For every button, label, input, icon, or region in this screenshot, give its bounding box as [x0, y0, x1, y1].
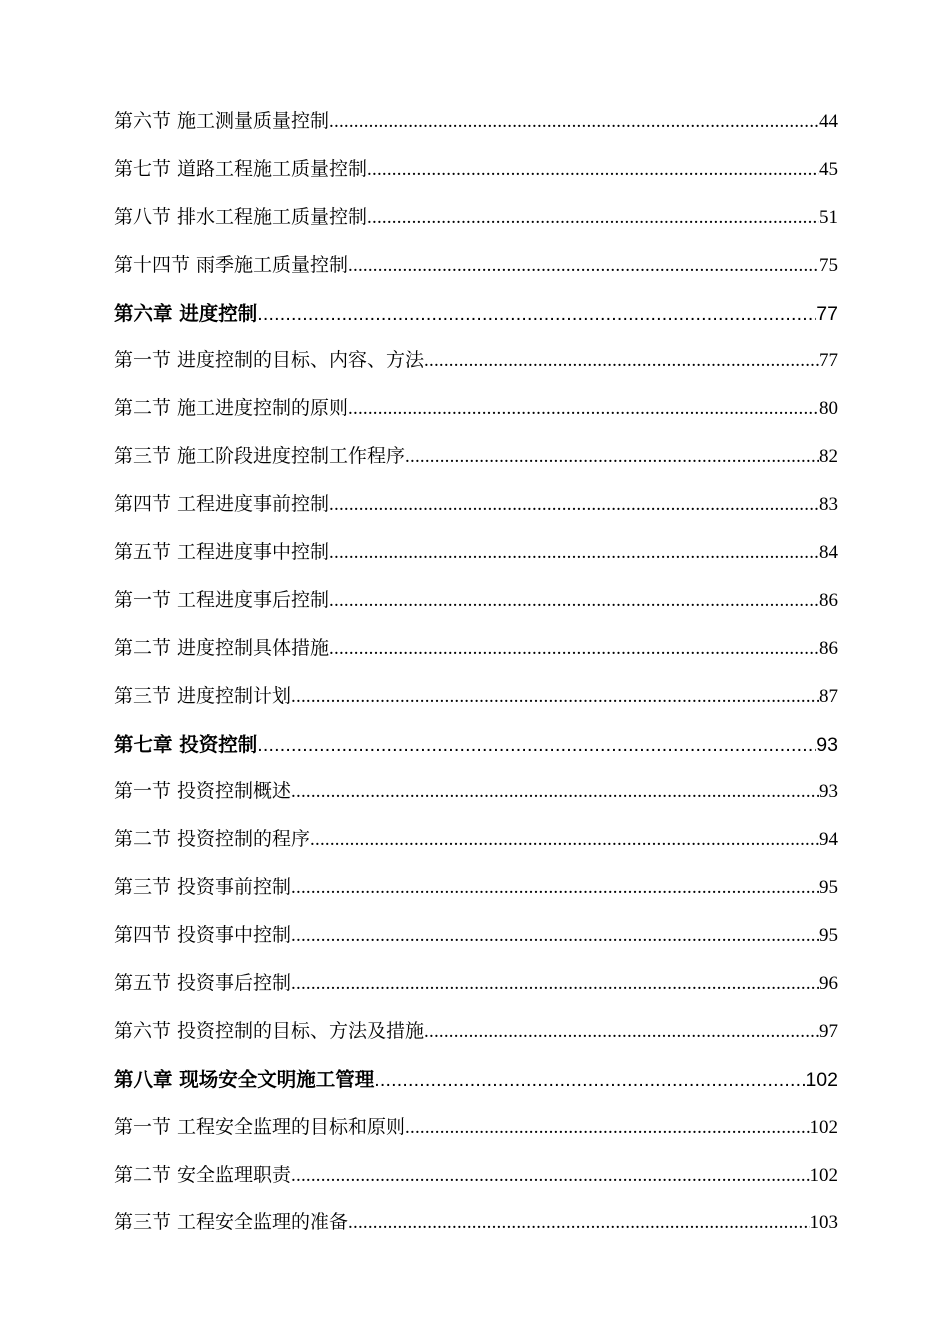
- dot-leader: [291, 768, 819, 816]
- dot-leader: [348, 1199, 809, 1247]
- dot-leader: [329, 529, 819, 577]
- toc-section-entry[interactable]: [114, 577, 838, 625]
- toc-entry-page-number: 51: [819, 206, 838, 228]
- dot-leader: [405, 433, 819, 481]
- toc-entry-title: 第七节 道路工程施工质量控制: [114, 157, 368, 180]
- toc-chapter-entry[interactable]: [114, 1056, 838, 1104]
- toc-section-entry[interactable]: [114, 194, 838, 242]
- toc-entry-page-number: 75: [819, 254, 838, 276]
- toc-entry-title: 第六节 投资控制的目标、方法及措施: [114, 1019, 425, 1042]
- toc-entry-page-number: 95: [819, 877, 838, 899]
- toc-entry-page-number: 95: [819, 925, 838, 947]
- toc-entry-page-number: 45: [819, 158, 838, 180]
- dot-leader: [405, 1104, 809, 1152]
- toc-section-entry[interactable]: [114, 625, 838, 673]
- toc-entry-page-number: 77: [816, 302, 838, 325]
- toc-entry-title: 第六节 施工测量质量控制: [114, 110, 330, 132]
- toc-entry-page-number: 84: [819, 542, 838, 564]
- dot-leader: [367, 194, 819, 242]
- dot-leader: [291, 960, 819, 1008]
- toc-section-entry[interactable]: [114, 816, 838, 864]
- toc-entry-page-number: 103: [809, 1212, 838, 1234]
- toc-entry-page-number: 77: [819, 350, 838, 372]
- toc-section-entry[interactable]: [114, 337, 838, 385]
- dot-leader: [257, 722, 816, 770]
- toc-entry-title: 第二节 投资控制的程序: [114, 828, 311, 851]
- toc-entry-title: 第一节 投资控制概述: [114, 780, 292, 803]
- toc-entry-page-number: 86: [819, 637, 838, 659]
- toc-entry-title: 第七章 投资控制: [114, 732, 258, 756]
- toc-section-entry[interactable]: [114, 912, 838, 960]
- toc-entry-page-number: 102: [805, 1068, 838, 1091]
- toc-section-entry[interactable]: [114, 242, 838, 290]
- toc-section-entry[interactable]: [114, 98, 838, 146]
- dot-leader: [329, 98, 819, 146]
- toc-section-entry[interactable]: [114, 1104, 838, 1152]
- toc-section-entry[interactable]: [114, 960, 838, 1008]
- toc-entry-page-number: 102: [809, 1164, 838, 1186]
- toc-entry-title: 第三节 施工阶段进度控制工作程序: [114, 445, 406, 468]
- toc-section-entry[interactable]: [114, 146, 838, 194]
- table-of-contents: [114, 98, 838, 1247]
- toc-section-entry[interactable]: [114, 529, 838, 577]
- toc-entry-title: 第二节 安全监理职责: [114, 1163, 292, 1186]
- dot-leader: [374, 1057, 805, 1105]
- dot-leader: [367, 146, 819, 194]
- toc-section-entry[interactable]: [114, 864, 838, 912]
- toc-section-entry[interactable]: [114, 433, 838, 481]
- dot-leader: [291, 864, 819, 912]
- toc-entry-title: 第六章 进度控制: [114, 301, 258, 325]
- dot-leader: [291, 1152, 809, 1200]
- dot-leader: [424, 1008, 819, 1056]
- toc-entry-page-number: 80: [819, 398, 838, 420]
- toc-entry-title: 第四节 投资事中控制: [114, 924, 292, 947]
- toc-entry-page-number: 93: [816, 733, 838, 756]
- toc-entry-title: 第二节 施工进度控制的原则: [114, 397, 349, 420]
- toc-entry-title: 第一节 工程进度事后控制: [114, 588, 330, 611]
- toc-section-entry[interactable]: [114, 673, 838, 721]
- toc-section-entry[interactable]: [114, 1199, 838, 1247]
- toc-entry-title: 第五节 工程进度事中控制: [114, 541, 330, 564]
- dot-leader: [291, 912, 819, 960]
- dot-leader: [310, 816, 819, 864]
- toc-entry-title: 第八节 排水工程施工质量控制: [114, 205, 368, 228]
- toc-section-entry[interactable]: [114, 1152, 838, 1200]
- toc-entry-title: 第八章 现场安全文明施工管理: [114, 1067, 375, 1091]
- toc-entry-page-number: 44: [819, 111, 838, 132]
- toc-entry-title: 第一节 进度控制的目标、内容、方法: [114, 349, 425, 372]
- toc-entry-title: 第二节 进度控制具体措施: [114, 636, 330, 659]
- toc-entry-page-number: 102: [809, 1116, 838, 1138]
- dot-leader: [424, 337, 819, 385]
- toc-entry-page-number: 87: [819, 685, 838, 707]
- toc-entry-page-number: 96: [819, 973, 838, 995]
- dot-leader: [348, 242, 819, 290]
- dot-leader: [329, 577, 819, 625]
- toc-entry-title: 第三节 投资事前控制: [114, 876, 292, 899]
- toc-entry-title: 第一节 工程安全监理的目标和原则: [114, 1115, 406, 1138]
- toc-chapter-entry[interactable]: [114, 721, 838, 769]
- toc-entry-page-number: 97: [819, 1020, 838, 1042]
- toc-entry-title: 第四节 工程进度事前控制: [114, 493, 330, 516]
- toc-entry-page-number: 94: [819, 829, 838, 851]
- dot-leader: [348, 385, 819, 433]
- toc-chapter-entry[interactable]: [114, 290, 838, 338]
- dot-leader: [329, 481, 819, 529]
- dot-leader: [257, 291, 816, 339]
- toc-entry-title: 第三节 进度控制计划: [114, 684, 292, 707]
- toc-section-entry[interactable]: [114, 385, 838, 433]
- toc-entry-page-number: 86: [819, 589, 838, 611]
- toc-entry-page-number: 82: [819, 446, 838, 468]
- toc-section-entry[interactable]: [114, 1008, 838, 1056]
- dot-leader: [291, 673, 819, 721]
- dot-leader: [329, 625, 819, 673]
- toc-section-entry[interactable]: [114, 481, 838, 529]
- toc-entry-page-number: 93: [819, 781, 838, 803]
- toc-entry-title: 第十四节 雨季施工质量控制: [114, 253, 349, 276]
- toc-section-entry[interactable]: [114, 768, 838, 816]
- toc-entry-title: 第五节 投资事后控制: [114, 972, 292, 995]
- toc-entry-title: 第三节 工程安全监理的准备: [114, 1211, 349, 1234]
- toc-entry-page-number: 83: [819, 494, 838, 516]
